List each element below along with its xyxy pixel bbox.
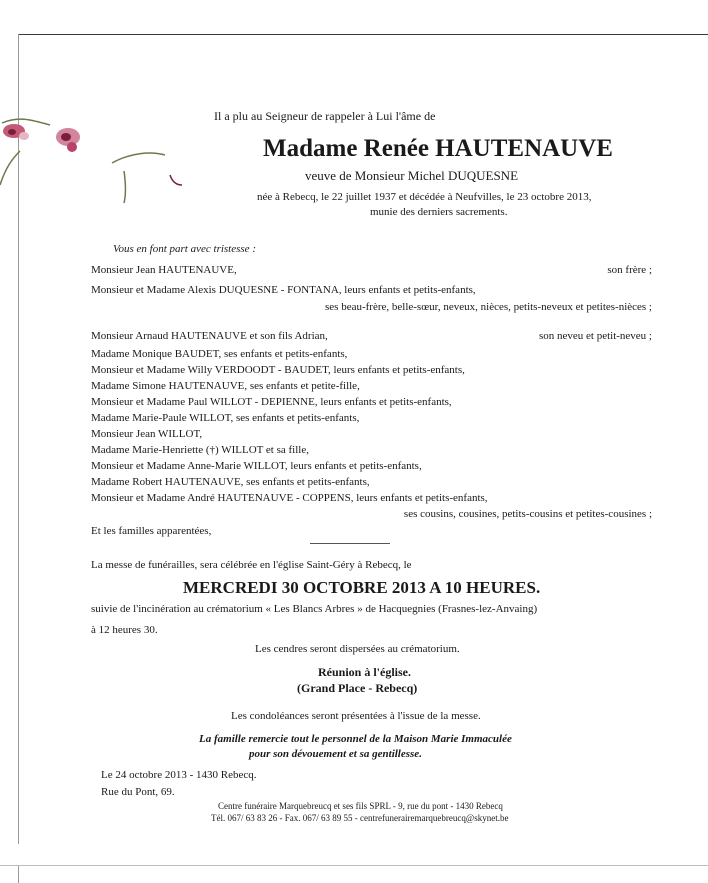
sacraments: munie des derniers sacrements. [370, 206, 508, 218]
family-name: Monsieur et Madame Paul WILLOT - DEPIENNE, leurs enfants et petits-enfants, [91, 396, 452, 408]
announce-text: Vous en font part avec tristesse : [113, 243, 256, 255]
deceased-name: Madame Renée HAUTENAUVE [263, 135, 613, 162]
thanks-line-1: La famille remercie tout le personnel de la Maison Marie Immaculée [199, 733, 512, 745]
family-name: Monsieur et Madame Willy VERDOODT - BAUDET, leurs enfants et petits-enfants, [91, 364, 465, 376]
frame-top-border [18, 34, 708, 35]
family-name: Madame Simone HAUTENAUVE, ses enfants et petite-fille, [91, 380, 360, 392]
cremation-time: à 12 heures 30. [91, 624, 158, 636]
frame-left-border-lower [18, 865, 19, 883]
separator-line [310, 543, 390, 544]
orchid-decoration [0, 95, 200, 205]
orchid-flower-right [56, 128, 80, 152]
family-relation: son neveu et petit-neveu ; [538, 330, 652, 342]
family-name: Madame Marie-Henriette (†) WILLOT et sa fille, [91, 444, 309, 456]
cremation-text: suivie de l'incinération au crématorium « Les Blancs Arbres » de Hacquegnies (Frasnes-lez-Anvaing) [91, 603, 538, 615]
family-name: Madame Monique BAUDET, ses enfants et petits-enfants, [91, 348, 348, 360]
footer-address: Rue du Pont, 69. [101, 786, 175, 798]
family-name: Et les familles apparentées, [91, 525, 212, 537]
family-relation: son frère ; [607, 264, 652, 276]
widow-of: veuve de Monsieur Michel DUQUESNE [305, 168, 519, 183]
mass-date: MERCREDI 30 OCTOBRE 2013 A 10 HEURES. [183, 578, 541, 597]
thanks-line-2: pour son dévouement et sa gentillesse. [249, 748, 422, 760]
meeting-text: Réunion à l'église. [318, 665, 412, 679]
family-name: Monsieur Jean HAUTENAUVE, [91, 264, 237, 276]
condolences-text: Les condoléances seront présentées à l'issue de la messe. [231, 710, 481, 722]
family-name: Monsieur et Madame André HAUTENAUVE - COPPENS, leurs enfants et petits-enfants, [91, 492, 488, 504]
orchid-flower-left [3, 124, 29, 140]
family-relation: ses beau-frère, belle-sœur, neveux, nièces, petits-neveux et petites-nièces ; [325, 301, 652, 313]
family-name: Monsieur Jean WILLOT, [91, 428, 203, 440]
family-relation: ses cousins, cousines, petits-cousins et petites-cousines ; [403, 508, 652, 520]
family-name: Monsieur Arnaud HAUTENAUVE et son fils Adrian, [91, 330, 328, 342]
birth-death: née à Rebecq, le 22 juillet 1937 et décédée à Neufvilles, le 23 octobre 2013, [257, 191, 592, 203]
funeral-home-contact: Tél. 067/ 63 83 26 - Fax. 067/ 63 89 55 - centrefunerairemarquebreucq@skynet.be [211, 813, 509, 823]
footer-date-place: Le 24 octobre 2013 - 1430 Rebecq. [101, 769, 257, 781]
funeral-home: Centre funéraire Marquebreucq et ses fils SPRL - 9, rue du pont - 1430 Rebecq [218, 801, 503, 811]
ashes-text: Les cendres seront dispersées au crématorium. [255, 643, 460, 655]
meeting-place: (Grand Place - Rebecq) [297, 681, 418, 695]
family-name: Monsieur et Madame Anne-Marie WILLOT, leurs enfants et petits-enfants, [91, 460, 422, 472]
family-name: Madame Marie-Paule WILLOT, ses enfants et petits-enfants, [91, 412, 360, 424]
frame-bottom-border [0, 865, 708, 866]
family-name: Monsieur et Madame Alexis DUQUESNE - FONTANA, leurs enfants et petits-enfants, [91, 284, 476, 296]
mass-intro: La messe de funérailles, sera célébrée en l'église Saint-Géry à Rebecq, le [91, 559, 412, 571]
family-name: Madame Robert HAUTENAUVE, ses enfants et petits-enfants, [91, 476, 370, 488]
intro-text: Il a plu au Seigneur de rappeler à Lui l'âme de [214, 109, 436, 123]
